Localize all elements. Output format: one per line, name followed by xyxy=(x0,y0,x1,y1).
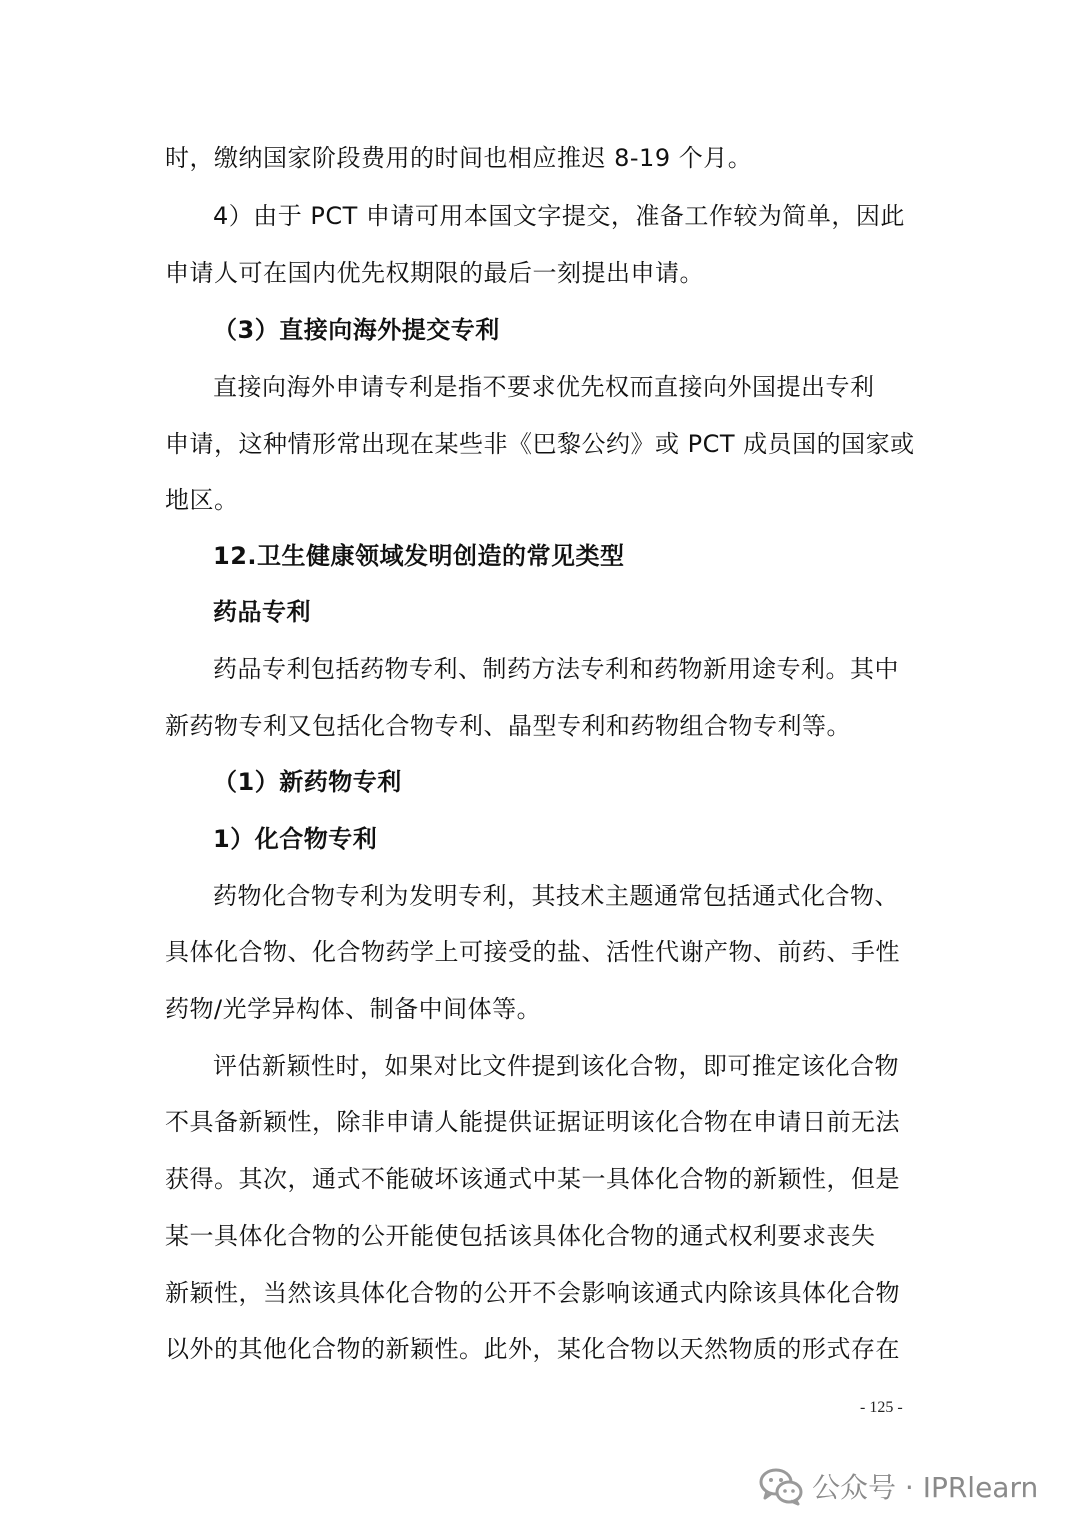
section-heading-3: （3）直接向海外提交专利 xyxy=(213,316,500,344)
text-line-18: 不具备新颖性，除非申请人能提供证据证明该化合物在申请日前无法 xyxy=(165,1108,900,1136)
text-line-19: 获得。其次，通式不能破坏该通式中某一具体化合物的新颖性，但是 xyxy=(165,1165,900,1193)
text-line-2: 4）由于 PCT 申请可用本国文字提交，准备工作较为简单，因此 xyxy=(213,202,905,230)
section-heading-12: 12.卫生健康领域发明创造的常见类型 xyxy=(213,542,625,570)
text-line-17: 评估新颖性时，如果对比文件提到该化合物，即可推定该化合物 xyxy=(213,1052,899,1080)
text-line-21: 新颖性，当然该具体化合物的公开不会影响该通式内除该具体化合物 xyxy=(165,1279,900,1307)
subheading-compound-patent: 1）化合物专利 xyxy=(213,825,378,853)
text-line-6: 申请，这种情形常出现在某些非《巴黎公约》或 PCT 成员国的国家或 xyxy=(165,430,915,458)
text-line-3: 申请人可在国内优先权期限的最后一刻提出申请。 xyxy=(165,259,704,287)
text-line-5: 直接向海外申请专利是指不要求优先权而直接向外国提出专利 xyxy=(213,373,875,401)
watermark-text: 公众号 · IPRlearn xyxy=(812,1471,1039,1504)
subheading-new-drug-patent: （1）新药物专利 xyxy=(213,768,402,796)
text-line-1: 时，缴纳国家阶段费用的时间也相应推迟 8-19 个月。 xyxy=(165,144,753,172)
text-line-20: 某一具体化合物的公开能使包括该具体化合物的通式权利要求丧失 xyxy=(165,1222,876,1250)
page-number: - 125 - xyxy=(860,1399,903,1416)
text-line-22: 以外的其他化合物的新颖性。此外，某化合物以天然物质的形式存在 xyxy=(165,1335,900,1363)
text-line-15: 具体化合物、化合物药学上可接受的盐、活性代谢产物、前药、手性 xyxy=(165,938,900,966)
text-line-7: 地区。 xyxy=(165,486,239,514)
wechat-icon xyxy=(758,1466,804,1506)
text-line-10: 药品专利包括药物专利、制药方法专利和药物新用途专利。其中 xyxy=(213,655,899,683)
subheading-drug-patent: 药品专利 xyxy=(213,598,311,626)
text-line-16: 药物/光学异构体、制备中间体等。 xyxy=(165,995,542,1023)
watermark xyxy=(758,1462,1038,1510)
text-line-14: 药物化合物专利为发明专利，其技术主题通常包括通式化合物、 xyxy=(213,882,899,910)
text-line-11: 新药物专利又包括化合物专利、晶型专利和药物组合物专利等。 xyxy=(165,712,851,740)
